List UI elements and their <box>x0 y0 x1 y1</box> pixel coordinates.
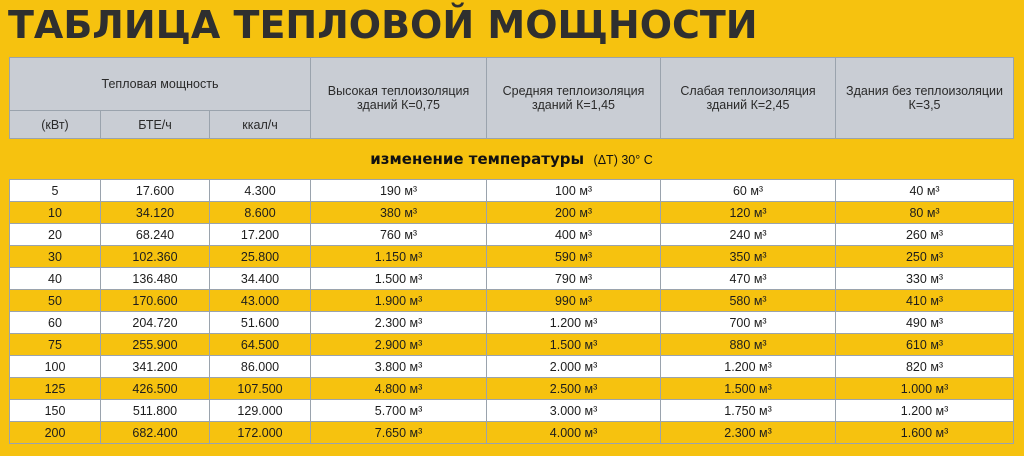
table-cell: 1.200 м³ <box>836 400 1014 422</box>
table-cell: 5.700 м³ <box>311 400 487 422</box>
table-cell: 8.600 <box>210 202 311 224</box>
table-cell: 240 м³ <box>661 224 836 246</box>
table-cell: 4.000 м³ <box>487 422 661 444</box>
table-cell: 190 м³ <box>311 180 487 202</box>
table-row <box>10 334 1014 356</box>
temperature-delta-label: изменение температуры <box>370 150 585 168</box>
table-cell: 40 <box>10 268 101 290</box>
unit-header-btu: БТЕ/ч <box>101 111 210 139</box>
table-row <box>10 356 1014 378</box>
table-cell: 30 <box>10 246 101 268</box>
table-cell: 204.720 <box>101 312 210 334</box>
table-cell: 100 <box>10 356 101 378</box>
table-cell: 1.600 м³ <box>836 422 1014 444</box>
table-cell: 170.600 <box>101 290 210 312</box>
table-cell: 330 м³ <box>836 268 1014 290</box>
table-cell: 120 м³ <box>661 202 836 224</box>
table-cell: 3.800 м³ <box>311 356 487 378</box>
table-cell: 2.500 м³ <box>487 378 661 400</box>
table-cell: 80 м³ <box>836 202 1014 224</box>
table-cell: 682.400 <box>101 422 210 444</box>
table-cell: 2.300 м³ <box>311 312 487 334</box>
table-cell: 7.650 м³ <box>311 422 487 444</box>
table-cell: 200 <box>10 422 101 444</box>
table-cell: 1.150 м³ <box>311 246 487 268</box>
table-cell: 43.000 <box>210 290 311 312</box>
table-cell: 136.480 <box>101 268 210 290</box>
table-cell: 990 м³ <box>487 290 661 312</box>
table-cell: 20 <box>10 224 101 246</box>
table-cell: 4.300 <box>210 180 311 202</box>
table-cell: 125 <box>10 378 101 400</box>
column-header-weak-insulation: Слабая теплоизоляция зданий К=2,45 <box>661 58 836 139</box>
page-title: ТАБЛИЦА ТЕПЛОВОЙ МОЩНОСТИ <box>8 3 758 47</box>
table-cell: 1.750 м³ <box>661 400 836 422</box>
table-row <box>10 312 1014 334</box>
table-cell: 590 м³ <box>487 246 661 268</box>
table-row <box>10 180 1014 202</box>
table-cell: 1.500 м³ <box>661 378 836 400</box>
table-cell: 102.360 <box>101 246 210 268</box>
table-cell: 700 м³ <box>661 312 836 334</box>
table-cell: 1.500 м³ <box>311 268 487 290</box>
table-cell: 200 м³ <box>487 202 661 224</box>
table-cell: 255.900 <box>101 334 210 356</box>
table-cell: 250 м³ <box>836 246 1014 268</box>
column-header-medium-insulation: Средняя теплоизоляция зданий К=1,45 <box>487 58 661 139</box>
table-cell: 760 м³ <box>311 224 487 246</box>
table-cell: 2.000 м³ <box>487 356 661 378</box>
table-cell: 51.600 <box>210 312 311 334</box>
column-header-high-insulation: Высокая теплоизоляция зданий К=0,75 <box>311 58 487 139</box>
table-cell: 5 <box>10 180 101 202</box>
table-row <box>10 268 1014 290</box>
table-cell: 100 м³ <box>487 180 661 202</box>
table-cell: 1.500 м³ <box>487 334 661 356</box>
table-cell: 380 м³ <box>311 202 487 224</box>
unit-header-kcal: ккал/ч <box>210 111 311 139</box>
table-cell: 68.240 <box>101 224 210 246</box>
temperature-delta-value: (ΔT) 30° С <box>593 153 653 167</box>
table-cell: 400 м³ <box>487 224 661 246</box>
column-header-no-insulation: Здания без теплоизоляции К=3,5 <box>836 58 1014 139</box>
table-cell: 34.400 <box>210 268 311 290</box>
table-cell: 34.120 <box>101 202 210 224</box>
table-cell: 790 м³ <box>487 268 661 290</box>
table-row <box>10 202 1014 224</box>
table-cell: 2.900 м³ <box>311 334 487 356</box>
table-cell: 1.000 м³ <box>836 378 1014 400</box>
table-cell: 17.200 <box>210 224 311 246</box>
table-cell: 1.200 м³ <box>661 356 836 378</box>
table-cell: 40 м³ <box>836 180 1014 202</box>
table-cell: 75 <box>10 334 101 356</box>
table-cell: 820 м³ <box>836 356 1014 378</box>
table-cell: 10 <box>10 202 101 224</box>
table-cell: 107.500 <box>210 378 311 400</box>
table-cell: 3.000 м³ <box>487 400 661 422</box>
table-row <box>10 290 1014 312</box>
table-cell: 341.200 <box>101 356 210 378</box>
table-cell: 25.800 <box>210 246 311 268</box>
table-cell: 1.900 м³ <box>311 290 487 312</box>
power-group-header: Тепловая мощность <box>10 58 311 111</box>
table-cell: 410 м³ <box>836 290 1014 312</box>
table-cell: 350 м³ <box>661 246 836 268</box>
table-cell: 610 м³ <box>836 334 1014 356</box>
table-cell: 4.800 м³ <box>311 378 487 400</box>
table-cell: 2.300 м³ <box>661 422 836 444</box>
unit-header-kw: (кВт) <box>10 111 101 139</box>
table-row <box>10 400 1014 422</box>
table-cell: 17.600 <box>101 180 210 202</box>
table-cell: 260 м³ <box>836 224 1014 246</box>
table-cell: 60 м³ <box>661 180 836 202</box>
table-cell: 150 <box>10 400 101 422</box>
table-cell: 511.800 <box>101 400 210 422</box>
table-cell: 50 <box>10 290 101 312</box>
table-cell: 880 м³ <box>661 334 836 356</box>
table-cell: 426.500 <box>101 378 210 400</box>
temperature-delta-row <box>10 139 1014 180</box>
table-cell: 580 м³ <box>661 290 836 312</box>
table-cell: 490 м³ <box>836 312 1014 334</box>
table-row <box>10 378 1014 400</box>
table-cell: 86.000 <box>210 356 311 378</box>
table-row <box>10 422 1014 444</box>
table-cell: 129.000 <box>210 400 311 422</box>
table-cell: 64.500 <box>210 334 311 356</box>
table-cell: 470 м³ <box>661 268 836 290</box>
table-row <box>10 224 1014 246</box>
table-cell: 172.000 <box>210 422 311 444</box>
table-row <box>10 246 1014 268</box>
table-cell: 60 <box>10 312 101 334</box>
table-cell: 1.200 м³ <box>487 312 661 334</box>
heat-power-table <box>9 57 1014 444</box>
